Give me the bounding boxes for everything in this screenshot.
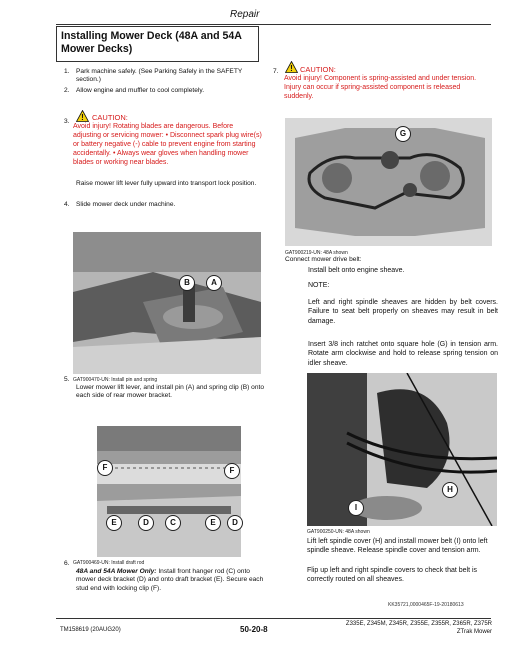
callout-f-left: F — [97, 460, 113, 476]
header-rule — [56, 24, 491, 25]
step-number: 3. — [64, 118, 70, 125]
figure-belt-top-caption: GAT900219-UN: 48A shown — [285, 250, 348, 256]
step-7 — [273, 68, 279, 76]
figure-pin-spring-caption: GAT900470-UN: Install pin and spring — [73, 377, 158, 383]
belt-step-ratchet: Insert 3/8 inch ratchet onto square hole (G) in tension arm. Rotate arm clockwise and hold to release spring tension on idler sheave. — [308, 341, 498, 367]
figure-belt-top — [285, 118, 492, 246]
callout-g: G — [395, 126, 411, 142]
callout-a: A — [206, 275, 222, 291]
step-number: 2. — [64, 87, 70, 94]
callout-e-left: E — [106, 515, 122, 531]
figure-belt-top-drawing — [285, 118, 492, 246]
doc-reference: KK35721,0000465F-19-20180613 — [388, 602, 464, 608]
step-3-after: Raise mower lift lever fully upward into transport lock position. — [76, 180, 257, 187]
section-title-box — [56, 26, 259, 62]
belt-step-1: Install belt onto engine sheave. — [308, 267, 405, 274]
step-6-bold: 48A and 54A Mower Only: — [76, 568, 157, 575]
step-number: 5. — [64, 376, 70, 383]
final-text-1: Lift left spindle cover (H) and install mower belt (I) onto left spindle sheave. Release spindle cover and tension arm. — [307, 538, 488, 555]
figure-pin-spring — [73, 232, 261, 374]
svg-text:!: ! — [81, 113, 84, 122]
callout-d-right: D — [227, 515, 243, 531]
header-section: Repair — [230, 9, 260, 20]
figure-spindle-cover-drawing — [307, 373, 497, 526]
step-number: 4. — [64, 201, 70, 208]
footer-left: TM158619 (20AUG20) — [60, 627, 121, 633]
callout-f-right: F — [224, 463, 240, 479]
callout-i: I — [348, 500, 364, 516]
step-5-text: Lower mower lift lever, and install pin (A) and spring clip (B) onto each side of rear mower bracket. — [76, 384, 265, 400]
step-1 — [64, 68, 259, 85]
step-6-body: Install front hanger rod (C) onto mower deck bracket (D) and onto draft bracket (E). Secure each stud end with locking clip (F). — [76, 568, 264, 592]
callout-d-left: D — [138, 515, 154, 531]
step-2 — [64, 87, 259, 95]
caution-label: CAUTION: — [92, 113, 128, 122]
figure-spindle-cover — [307, 373, 497, 526]
callout-b: B — [179, 275, 195, 291]
caution-label: CAUTION: — [300, 65, 336, 74]
step-number: 7. — [273, 68, 279, 75]
section-title: Installing Mower Deck (48A and 54A Mower Decks) — [61, 30, 242, 55]
caution-text: Avoid injury! Rotating blades are dangerous. Before adjusting or servicing mower: • Disconnect spark plug wire(s) or battery negative (-) cable to prevent engine from starting accidentally. • Always wear gloves when handling mower blades or working near blades. — [73, 123, 262, 166]
figure-draft-rod-drawing — [97, 426, 241, 557]
step-4 — [64, 201, 259, 209]
svg-text:!: ! — [290, 64, 293, 73]
step-number: 6. — [64, 560, 70, 567]
figure-draft-rod-caption: GAT900469-UN: Install draft rod — [73, 560, 145, 566]
figure-spindle-cover-caption: GAT900250-UN: 48A shown — [307, 529, 370, 535]
final-text-2: Flip up left and right spindle covers to check that belt is correctly routed on all sheaves. — [307, 567, 478, 584]
step-text: Slide mower deck under machine. — [76, 201, 176, 208]
warning-triangle-icon — [76, 110, 89, 122]
callout-e-right: E — [205, 515, 221, 531]
footer-page-number: 50-20-8 — [240, 625, 268, 634]
figure-pin-spring-drawing — [73, 232, 261, 374]
connect-belt-label: Connect mower drive belt: — [285, 256, 362, 263]
step-6 — [64, 560, 70, 568]
note-text: Left and right spindle sheaves are hidden by belt covers. Failure to seat belt properly on sheaves may result in belt damage. — [308, 299, 498, 325]
step-text: Park machine safely. (See Parking Safely in the SAFETY section.) — [76, 68, 243, 84]
figure-draft-rod — [97, 426, 241, 557]
caution-text: Avoid injury! Component is spring-assisted and under tension. Injury can occur if spring-assisted component is released suddenly. — [284, 75, 477, 100]
callout-c: C — [165, 515, 181, 531]
step-6-text — [76, 568, 266, 593]
note-label: NOTE: — [308, 282, 330, 289]
warning-triangle-icon — [285, 61, 298, 73]
step-text: Allow engine and muffler to cool completely. — [76, 87, 205, 94]
footer-rule — [56, 618, 491, 619]
step-number: 1. — [64, 68, 70, 75]
callout-h: H — [442, 482, 458, 498]
footer-right-models: Z335E, Z345M, Z345R, Z355E, Z355R, Z365R, Z375R — [345, 621, 492, 627]
footer-right-product: ZTrak Mower — [456, 629, 492, 635]
